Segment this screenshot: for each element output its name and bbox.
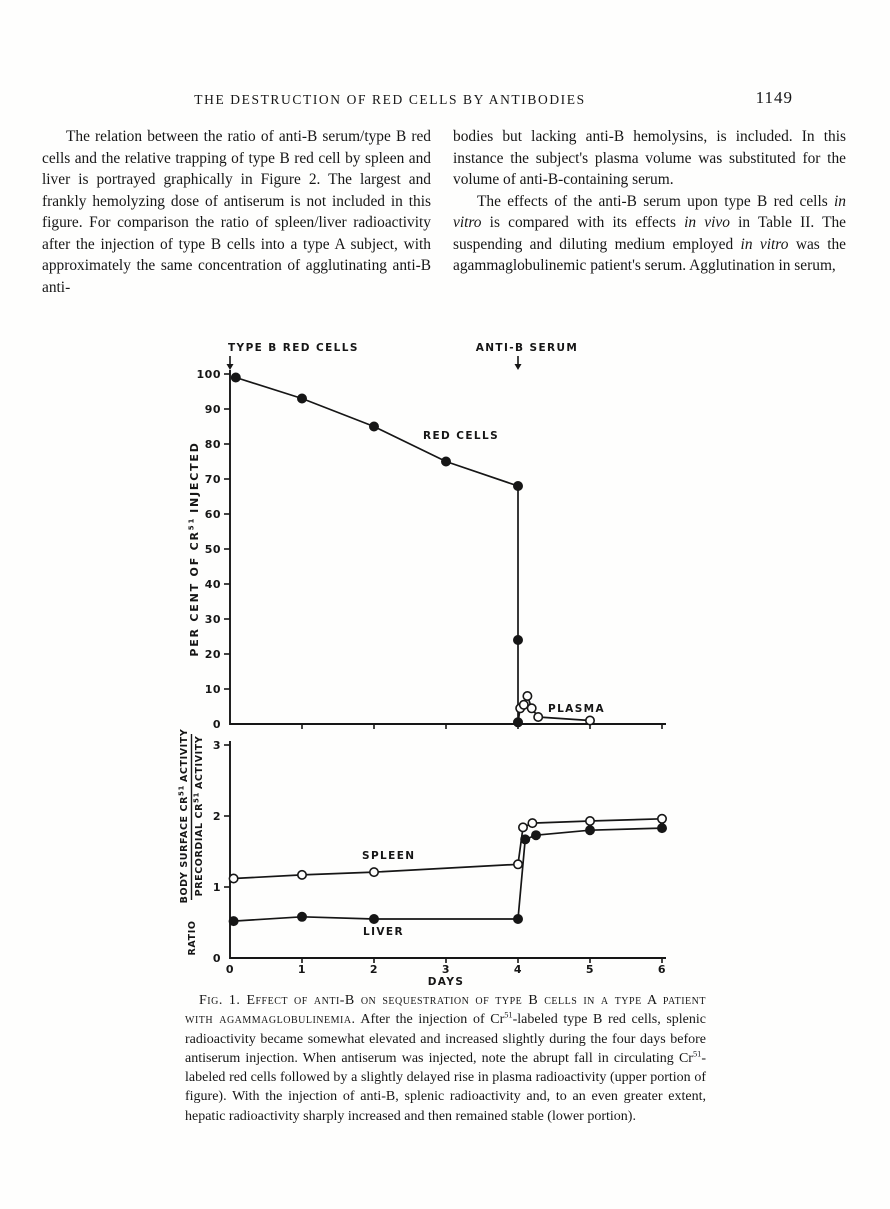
y-tick-label: 3 (212, 739, 221, 752)
caption-lead: Fig. 1. Effect of anti-B on sequestration of type B cells in a type A patient with agammaglobulinemia. (185, 993, 706, 1028)
text-column-left (42, 126, 431, 298)
data-point-open (534, 713, 542, 721)
data-point-open (528, 819, 536, 827)
plasma-series (516, 692, 605, 725)
liver-series (229, 824, 666, 938)
y-label-run: INJECTED (188, 441, 201, 513)
spleen-series (229, 815, 666, 883)
data-point-open (523, 692, 531, 700)
data-point-filled (229, 917, 237, 925)
ratio-word: RATIO (187, 920, 198, 956)
y-tick-label: 0 (212, 718, 221, 731)
annotation-label: ANTI-B SERUM (475, 342, 579, 354)
caption-superscript: 51 (692, 1049, 702, 1059)
down-arrow-icon (227, 364, 234, 370)
y-tick-label: 0 (212, 952, 221, 965)
running-head-title: THE DESTRUCTION OF RED CELLS BY ANTIBODIES (194, 92, 586, 107)
text-run: was the agammaglobulinemic patient's serum. Agglutination in serum, (453, 235, 846, 274)
x-tick-label: 6 (657, 963, 667, 976)
data-point-open (658, 815, 666, 823)
lower-y-axis-label (178, 729, 206, 956)
series-line (234, 819, 662, 879)
chart-panel-lower (213, 739, 666, 988)
y-tick-label: 40 (204, 578, 221, 591)
figure-1-charts (0, 336, 890, 992)
y-label-superscript: 51 (177, 785, 186, 796)
data-point-filled (298, 394, 306, 402)
caption-superscript: 51 (504, 1010, 513, 1020)
y-tick-label: 30 (204, 613, 221, 626)
y-tick-label: 1 (212, 881, 221, 894)
y-tick-label: 80 (204, 438, 221, 451)
data-point-filled (586, 826, 594, 834)
x-axis-label: DAYS (427, 976, 465, 988)
body-paragraph (453, 191, 846, 277)
x-tick-label: 2 (369, 963, 379, 976)
series-label: LIVER (363, 926, 404, 938)
y-tick-label: 50 (204, 543, 221, 556)
data-point-filled (514, 636, 522, 644)
series-label: RED CELLS (423, 430, 500, 442)
y-label-run: ACTIVITY (194, 735, 205, 790)
data-point-filled (658, 824, 666, 832)
data-point-filled (442, 457, 450, 465)
y-label-run: PRECORDIAL CR (194, 802, 205, 897)
text-run: The effects of the anti-B serum upon type B red cells (477, 192, 835, 210)
text-run-italic: in vitro (740, 235, 789, 253)
text-column-right (453, 126, 846, 277)
data-point-open (370, 868, 378, 876)
text-run: in Table II. The suspending and diluting medium employed (453, 214, 846, 253)
charts-root (197, 342, 667, 988)
y-tick-label: 10 (204, 683, 221, 696)
y-tick-label: 100 (196, 368, 221, 381)
y-tick-label: 20 (204, 648, 221, 661)
ratio-denominator (193, 736, 206, 897)
data-point-open (586, 817, 594, 825)
series-label: PLASMA (548, 703, 606, 715)
x-tick-label: 5 (585, 963, 595, 976)
body-paragraph: bodies but lacking anti-B hemolysins, is included. In this instance the subject's plasma volume was substituted for the volume of anti-B-containing serum. (453, 128, 846, 188)
chart-panel-upper (197, 342, 666, 731)
x-tick-label: 0 (225, 963, 235, 976)
y-tick-label: 2 (212, 810, 221, 823)
data-point-open (528, 704, 536, 712)
ratio-numerator (178, 729, 191, 904)
y-label-run: BODY SURFACE CR (179, 795, 190, 904)
axes (230, 370, 666, 724)
data-point-open (229, 874, 237, 882)
y-label-superscript: 51 (187, 516, 196, 531)
data-point-open (586, 716, 594, 724)
caption-paragraph (185, 991, 706, 1126)
data-point-filled (370, 422, 378, 430)
text-run: is compared with its effects (481, 214, 685, 231)
text-run-italic: in vivo (684, 214, 730, 231)
x-tick-label: 1 (297, 963, 307, 976)
running-head (0, 92, 780, 108)
data-point-open (514, 860, 522, 868)
y-tick-label: 70 (204, 473, 221, 486)
caption-run: -labeled type B red cells, splenic radioactivity became somewhat elevated and increased slightly during the four days before antiserum injection. When antiserum was injected, note the abrupt fall in circulating Cr (185, 1012, 706, 1066)
y-label-superscript: 51 (192, 792, 201, 803)
caption-run: After the injection of Cr (355, 1012, 505, 1028)
x-tick-label: 4 (513, 963, 523, 976)
data-point-filled (298, 913, 306, 921)
down-arrow-icon (515, 364, 522, 370)
data-point-filled (521, 835, 529, 843)
body-paragraph: The relation between the ratio of anti-B serum/type B red cells and the relative trapping of type B red cell by spleen and liver is portrayed graphically in Figure 2. The largest and frankly hemolyzing dose of antiserum is not included in this figure. For comparison the ratio of spleen/liver radioactivity after the injection of type B cells into a type A subject, with approximately the same concentration of agglutinating anti-B anti- (42, 128, 431, 296)
series-label: SPLEEN (362, 850, 416, 862)
data-point-filled (232, 373, 240, 381)
upper-y-axis-label (188, 441, 202, 656)
y-label-run: ACTIVITY (179, 728, 190, 783)
y-label-run: PER CENT OF CR (188, 530, 201, 657)
y-tick-label: 60 (204, 508, 221, 521)
figure-caption (185, 991, 706, 1126)
caption-run: -labeled red cells followed by a slightly delayed rise in plasma radioactivity (upper portion of figure). With the injection of anti-B, splenic radioactivity and, to an even greater extent, hepatic radioactivity sharply increased and then remained stable (lower portion). (185, 1050, 706, 1124)
data-point-open (519, 823, 527, 831)
x-tick-label: 3 (441, 963, 451, 976)
data-point-filled (370, 915, 378, 923)
red-cells-series (232, 373, 523, 726)
data-point-open (298, 871, 306, 879)
y-tick-label: 90 (204, 403, 221, 416)
data-point-filled (514, 915, 522, 923)
data-point-filled (532, 831, 540, 839)
page-number: 1149 (755, 88, 793, 107)
text-run-italic: in vitro (453, 192, 846, 231)
data-point-filled (514, 482, 522, 490)
annotation-label: TYPE B RED CELLS (228, 342, 359, 354)
axes (230, 741, 666, 958)
